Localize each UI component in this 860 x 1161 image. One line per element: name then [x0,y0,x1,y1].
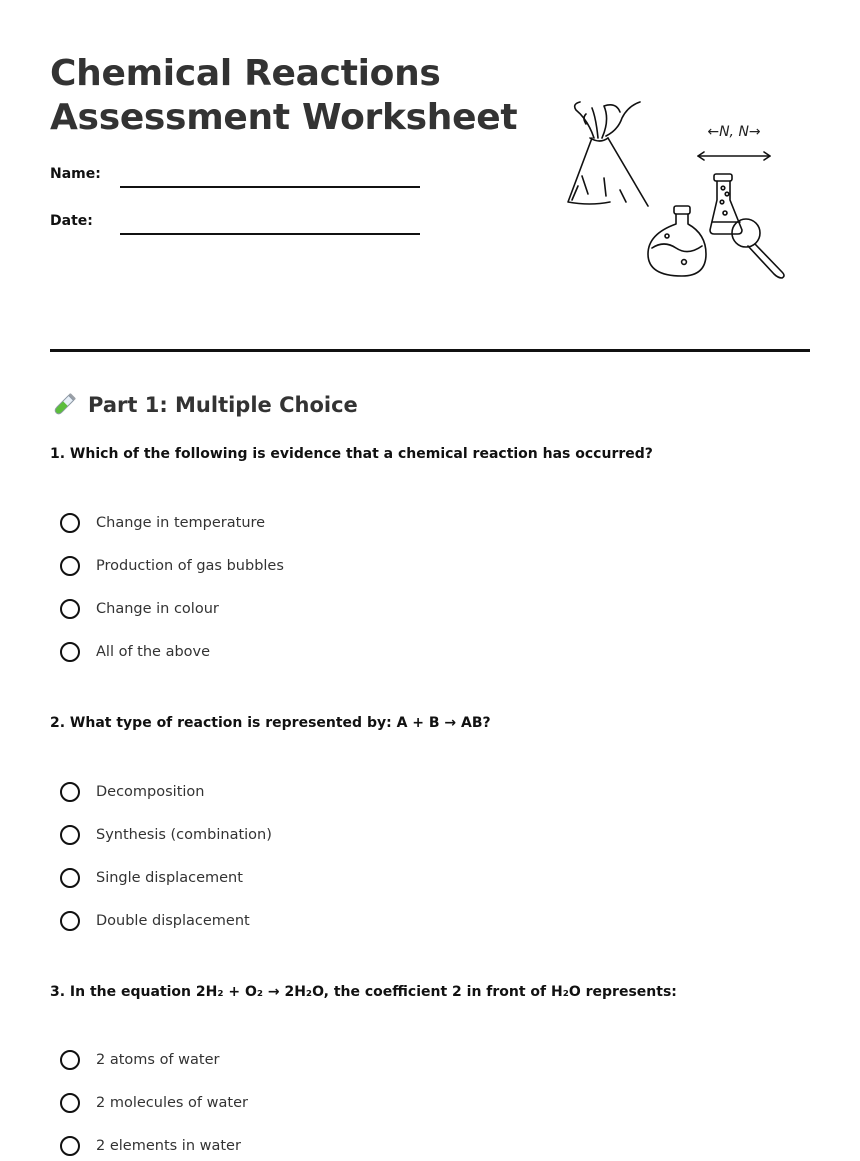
name-label: Name: [50,166,101,182]
q3-option-c[interactable] [60,1133,241,1159]
part-1-title: Part 1: Multiple Choice [88,393,358,417]
part-1-heading [50,390,358,420]
magnifying-glass-icon [732,219,784,278]
double-arrow-icon [698,152,770,160]
date-label: Date: [50,213,93,229]
arrow-label: ←N, N→ [707,124,761,140]
option-label: Production of gas bubbles [96,558,284,574]
q2-option-a[interactable] [60,779,205,805]
option-label: Double displacement [96,913,250,929]
radio-button[interactable] [60,1136,80,1156]
radio-button[interactable] [60,1093,80,1113]
radio-button[interactable] [60,1050,80,1070]
option-label: Synthesis (combination) [96,827,272,843]
q2-option-b[interactable] [60,822,272,848]
title-line-1: Chemical Reactions [50,53,441,94]
option-label: All of the above [96,644,211,660]
q2-option-c[interactable] [60,865,243,891]
date-field[interactable] [120,233,420,235]
q1-option-d[interactable] [60,639,210,665]
option-label: Single displacement [96,870,243,886]
chemistry-illustration [560,90,800,290]
section-divider [50,349,810,352]
date-field-row [50,213,420,243]
q1-option-a[interactable] [60,510,265,536]
option-label: Change in temperature [96,515,266,531]
question-2-text: 2. What type of reaction is represented by: A + B → AB? [50,715,491,731]
radio-button[interactable] [60,868,80,888]
option-label: Change in colour [96,601,219,617]
option-label: 2 elements in water [96,1138,241,1154]
name-field[interactable] [120,186,420,188]
name-field-row [50,166,420,196]
q1-option-b[interactable] [60,553,284,579]
radio-button[interactable] [60,556,80,576]
radio-button[interactable] [60,599,80,619]
erlenmeyer-flask-icon [710,174,742,234]
q3-option-b[interactable] [60,1090,248,1116]
volcano-icon [568,102,648,206]
title-line-2: Assessment Worksheet [50,97,518,138]
question-3-text: 3. In the equation 2H₂ + O₂ → 2H₂O, the coefficient 2 in front of H₂O represents: [50,984,677,1000]
question-1-text: 1. Which of the following is evidence that a chemical reaction has occurred? [50,446,653,462]
option-label: 2 molecules of water [96,1095,248,1111]
q2-option-d[interactable] [60,908,250,934]
round-flask-icon [648,206,706,276]
radio-button[interactable] [60,782,80,802]
q1-option-c[interactable] [60,596,219,622]
radio-button[interactable] [60,825,80,845]
radio-button[interactable] [60,911,80,931]
option-label: Decomposition [96,784,205,800]
radio-button[interactable] [60,642,80,662]
q3-option-a[interactable] [60,1047,219,1073]
radio-button[interactable] [60,513,80,533]
page-title [50,52,517,140]
option-label: 2 atoms of water [96,1052,220,1068]
test-tube-icon [50,391,78,419]
